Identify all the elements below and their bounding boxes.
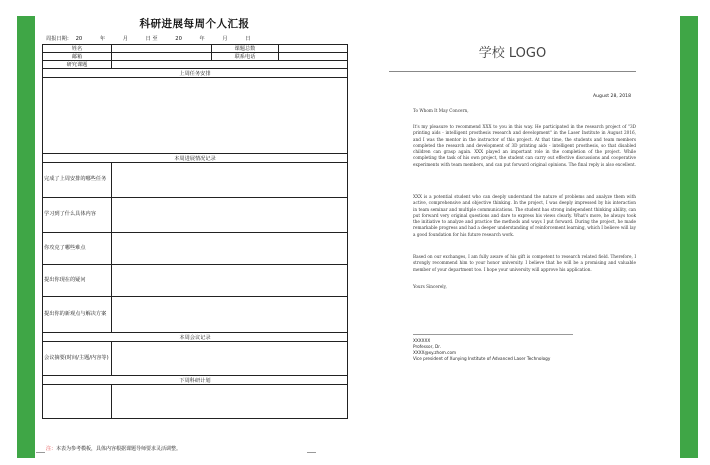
last-week-tasks-area[interactable] bbox=[43, 78, 348, 154]
header-divider bbox=[389, 71, 636, 72]
left-green-bar bbox=[17, 16, 35, 458]
answer-learned-content[interactable] bbox=[112, 198, 348, 233]
answer-doubts[interactable] bbox=[112, 265, 348, 297]
week-date-label: 周报日期： bbox=[46, 36, 72, 42]
name-cell[interactable] bbox=[112, 45, 212, 53]
next-week-plan-heading: 下周科研计划 bbox=[43, 376, 348, 385]
project-count-cell[interactable] bbox=[279, 45, 348, 53]
question-new-ideas: 提出你的新观点与解决方案 bbox=[43, 297, 112, 333]
research-topic-label: 研究课题 bbox=[43, 61, 112, 69]
next-week-plan-label-cell bbox=[43, 385, 112, 419]
question-difficulties: 你攻克了哪些难点 bbox=[43, 233, 112, 265]
phone-label: 联系电话 bbox=[212, 53, 279, 61]
school-logo-placeholder: 学校 LOGO bbox=[478, 46, 547, 61]
email-label: 邮箱 bbox=[43, 53, 112, 61]
report-title: 科研进展每周个人汇报 bbox=[139, 18, 250, 30]
research-topic-cell[interactable] bbox=[112, 61, 348, 69]
letter-paragraph-1: It's my pleasure to recommend XXX to you in this way. He participated in the research project of "3D printing aids - intelligent prosthesis research and development" in the Laser Institute in August 2016, and I was the mentor in the instructor of this project. At that time, the students and team members completed the research and development of 3D printing aids - intelligent prosthesis, so that disabled children can grasp again. XXX played an important role in the completion of the project. While completing the task of his own project, the student can carry out effective discussions and cooperative experiments with team members, and can put forward original opinions. The final reply is also excellent. bbox=[413, 124, 636, 167]
answer-difficulties[interactable] bbox=[112, 233, 348, 265]
report-table bbox=[42, 44, 348, 419]
email-cell[interactable] bbox=[112, 53, 212, 61]
meeting-summary-label: 会议摘要(时间/主题/内容等) bbox=[43, 342, 112, 376]
letter-paragraph-2: XXX is a potential student who can deeply understand the nature of problems and analyze them with active, comprehensive and objective thinking. In the project, I was deeply impressed by his interaction in team seminar and multiple communications. The student has strong independent thinking ability, can put forward very original questions and dare to express his views clearly. What's more, he always took the initiative to analyze and practice the methods and ways I put forward. During the project, he made remarkable progress and had a deeper understanding of reinforcement learning, which I believe will lay a good foundation for his future research work. bbox=[413, 194, 636, 237]
last-week-tasks-heading: 上周任务安排 bbox=[43, 69, 348, 78]
next-week-plan-cell[interactable] bbox=[112, 385, 348, 419]
this-week-progress-heading: 本周进展情况记录 bbox=[43, 154, 348, 163]
letter-paragraph-3: Based on our exchanges, I am fully aware of his gift is competent to research related field. Therefore, I strongly recommend him to your honor university. I believe that he will be a promising and valuable member of your department too. I hope your university will approve his application. bbox=[413, 254, 636, 272]
name-label: 姓名 bbox=[43, 45, 112, 53]
meeting-heading: 本周会议记录 bbox=[43, 333, 348, 342]
week-date-line: 周报日期： 20 年 月 日 至 20 年 月 日 bbox=[46, 36, 251, 42]
question-learned-content: 学习到了什么具体内容 bbox=[43, 198, 112, 233]
page-margin-mark bbox=[36, 452, 45, 453]
letter-closing: Yours Sincerely, bbox=[413, 284, 447, 289]
right-green-bar bbox=[680, 16, 698, 458]
phone-cell[interactable] bbox=[279, 53, 348, 61]
page-margin-mark bbox=[307, 452, 316, 453]
answer-completed-tasks[interactable] bbox=[112, 163, 348, 198]
signature-line bbox=[413, 334, 573, 335]
question-completed-tasks: 完成了上周安排的哪些任务 bbox=[43, 163, 112, 198]
project-count-label: 课题总数 bbox=[212, 45, 279, 53]
signature-name: XXXXXX bbox=[413, 338, 431, 343]
answer-new-ideas[interactable] bbox=[112, 297, 348, 333]
recommendation-letter-page bbox=[389, 16, 636, 458]
signature-title: Professor, Dr. bbox=[413, 344, 441, 349]
signature-organization: Vice president of Xunying Institute of Advanced Laser Technology bbox=[413, 356, 551, 361]
letter-date: August 28, 2018 bbox=[593, 94, 631, 99]
letter-salutation: To Whom It May Concern, bbox=[413, 108, 469, 113]
signature-email: XXXX@xy.zhom.com bbox=[413, 350, 457, 355]
weekly-report-page bbox=[42, 16, 347, 458]
meeting-summary-cell[interactable] bbox=[112, 342, 348, 376]
report-footnote: 注：本表为参考模板，具体内容根据课题导师要求灵活调整。 bbox=[46, 446, 182, 452]
question-doubts: 提出你现在的疑问 bbox=[43, 265, 112, 297]
